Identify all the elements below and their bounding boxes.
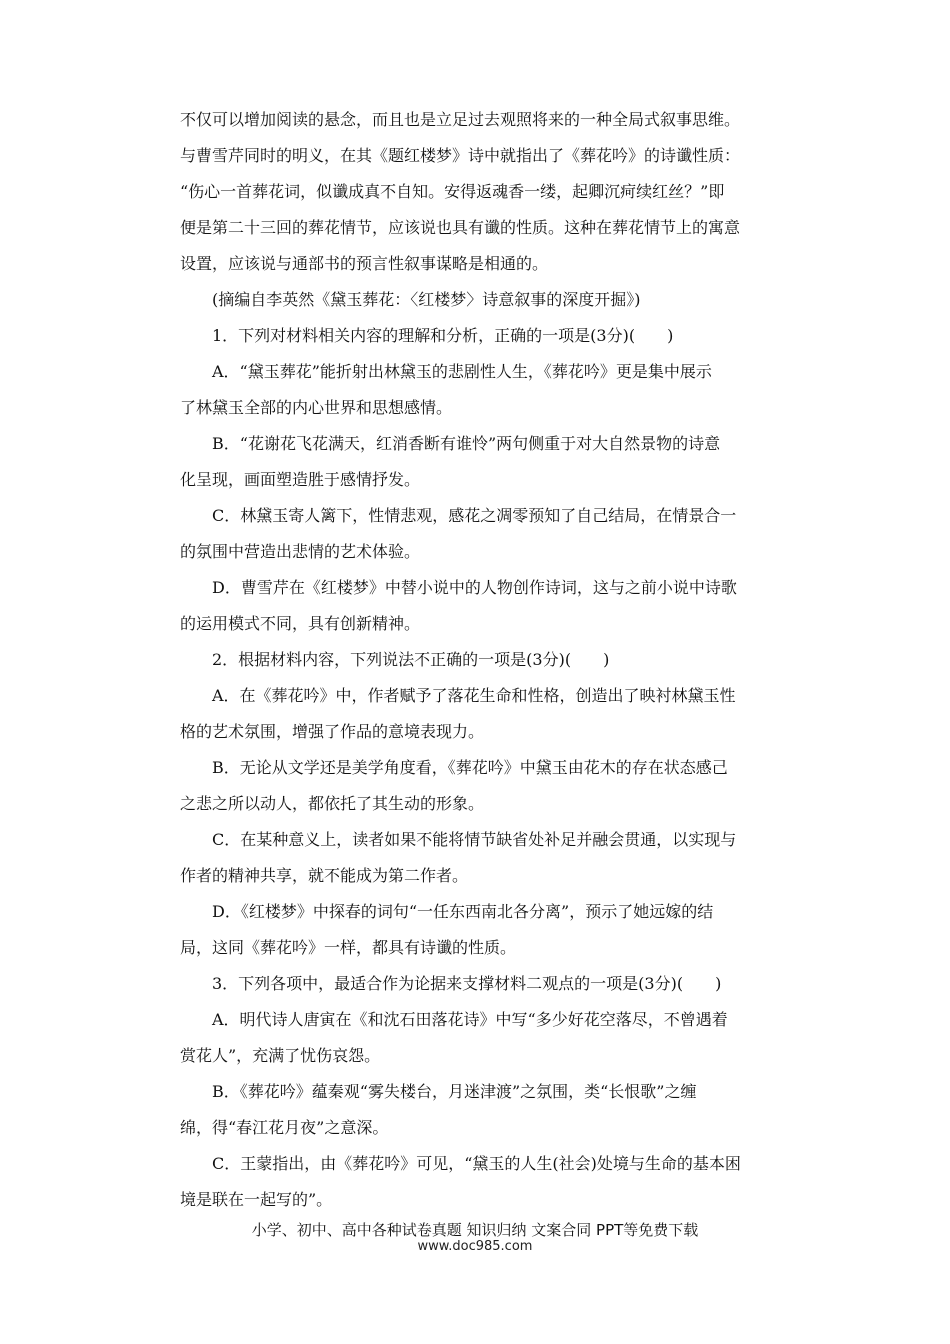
text-line: “伤心一首葬花词，似谶成真不自知。安得返魂香一缕，起卿沉疴续红丝？”即	[180, 182, 725, 201]
footer-title: 小学、初中、高中各种试卷真题 知识归纳 文案合同 PPT等免费下载	[251, 1221, 699, 1239]
text-line: 之悲之所以动人，都依托了其生动的形象。	[180, 794, 485, 813]
text-line: A．明代诗人唐寅在《和沈石田落花诗》中写“多少好花空落尽，不曾遇着	[212, 1010, 728, 1029]
text-line: 不仅可以增加阅读的悬念，而且也是立足过去观照将来的一种全局式叙事思维。	[180, 110, 741, 129]
text-line: 化呈现，画面塑造胜于感情抒发。	[180, 470, 421, 489]
text-line: (摘编自李英然《黛玉葬花：〈红楼梦〉诗意叙事的深度开掘》)	[212, 290, 641, 309]
text-line: C．王蒙指出，由《葬花吟》可见，“黛玉的人生(社会)处境与生命的基本困	[212, 1154, 741, 1173]
footer-url: www.doc985.com	[417, 1239, 533, 1254]
text-line: 格的艺术氛围，增强了作品的意境表现力。	[180, 722, 485, 741]
text-line: 赏花人”，充满了忧伤哀怨。	[180, 1046, 381, 1065]
text-line: 2．根据材料内容，下列说法不正确的一项是(3分)( )	[212, 650, 610, 669]
text-line: 便是第二十三回的葬花情节，应该说也具有谶的性质。这种在葬花情节上的寓意	[180, 218, 741, 237]
text-line: B．《葬花吟》蕴秦观“雾失楼台，月迷津渡”之氛围，类“长恨歌”之缠	[212, 1082, 697, 1101]
text-line: B．“花谢花飞花满天，红消香断有谁怜”两句侧重于对大自然景物的诗意	[212, 434, 721, 453]
text-line: B．无论从文学还是美学角度看，《葬花吟》中黛玉由花木的存在状态感己	[212, 758, 728, 777]
text-line: 3．下列各项中，最适合作为论据来支撑材料二观点的一项是(3分)( )	[212, 974, 722, 993]
text-line: C．在某种意义上，读者如果不能将情节缺省处补足并融会贯通，以实现与	[212, 830, 737, 849]
text-line: 1．下列对材料相关内容的理解和分析，正确的一项是(3分)( )	[212, 326, 674, 345]
text-line: 的氛围中营造出悲情的艺术体验。	[180, 542, 421, 561]
text-line: D．曹雪芹在《红楼梦》中替小说中的人物创作诗词，这与之前小说中诗歌	[212, 578, 737, 597]
text-line: 与曹雪芹同时的明义，在其《题红楼梦》诗中就指出了《葬花吟》的诗谶性质：	[180, 146, 741, 165]
text-line: 境是联在一起写的”。	[180, 1190, 333, 1209]
text-line: A．“黛玉葬花”能折射出林黛玉的悲剧性人生，《葬花吟》更是集中展示	[212, 362, 712, 381]
text-line: 设置，应该说与通部书的预言性叙事谋略是相通的。	[180, 254, 549, 273]
text-line: A．在《葬花吟》中，作者赋予了落花生命和性格，创造出了映衬林黛玉性	[212, 686, 736, 705]
text-line: 局，这同《葬花吟》一样，都具有诗谶的性质。	[180, 938, 517, 957]
text-line: 的运用模式不同，具有创新精神。	[180, 614, 421, 633]
text-line: 绵，得“春江花月夜”之意深。	[180, 1118, 389, 1137]
text-line: D．《红楼梦》中探春的词句“一任东西南北各分离”，预示了她远嫁的结	[212, 902, 714, 921]
text-line: C．林黛玉寄人篱下，性情悲观，感花之凋零预知了自己结局，在情景合一	[212, 506, 737, 525]
document-body	[180, 110, 772, 1226]
text-line: 了林黛玉全部的内心世界和思想感情。	[180, 398, 453, 417]
text-line: 作者的精神共享，就不能成为第二作者。	[180, 866, 469, 885]
